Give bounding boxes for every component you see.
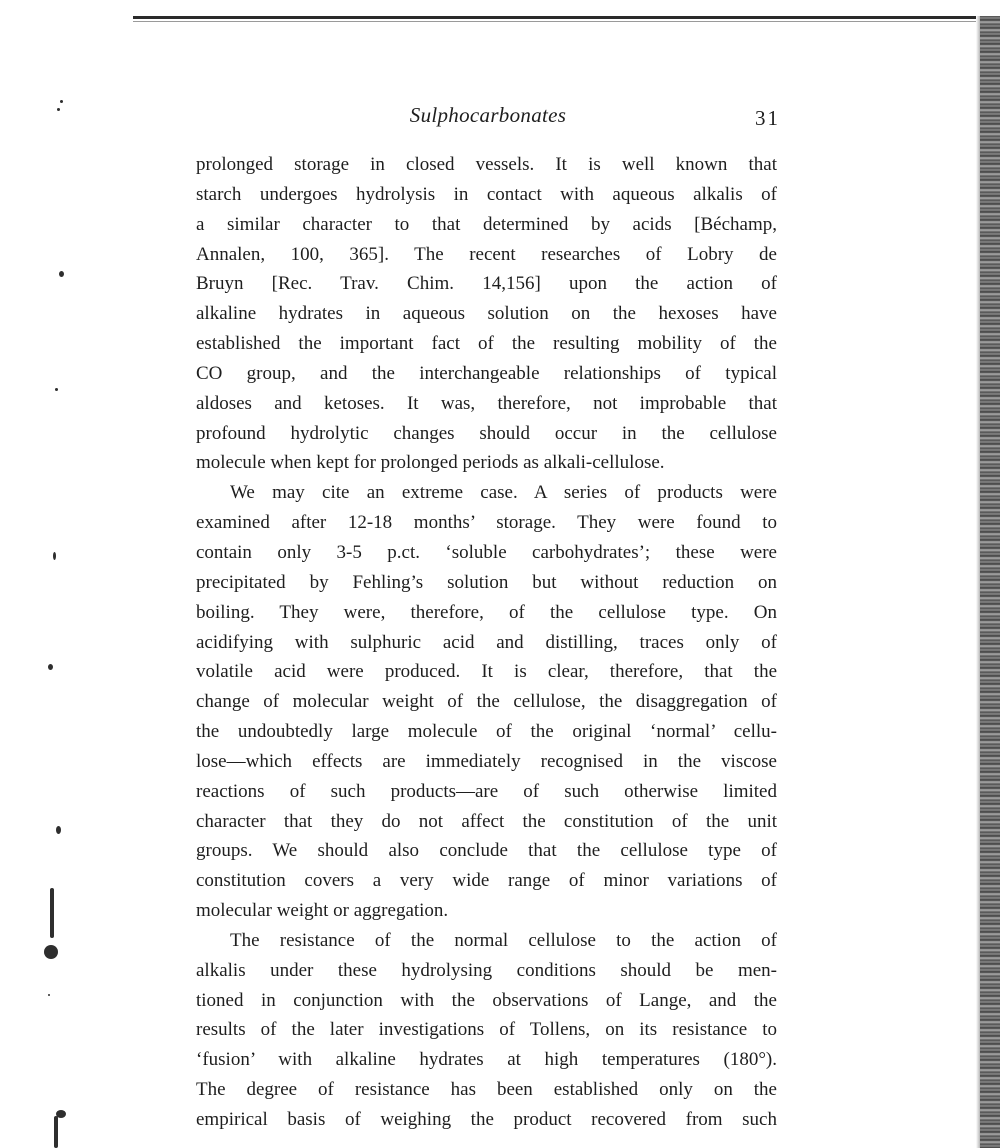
text-line: the undoubtedly large molecule of the original ‘normal’ cellu- <box>196 721 777 743</box>
text-line: precipitated by Fehling’s solution but without reduction on <box>196 571 777 593</box>
body-text <box>196 150 777 1135</box>
text-line: acidifying with sulphuric acid and distilling, traces only of <box>196 631 777 653</box>
text-line: change of molecular weight of the cellulose, the disaggregation of <box>196 691 777 713</box>
text-line: starch undergoes hydrolysis in contact with aqueous alkalis of <box>196 183 777 205</box>
text-line: The resistance of the normal cellulose to the action of <box>230 929 777 951</box>
text-line: We may cite an extreme case. A series of products were <box>230 482 777 504</box>
text-line: ‘fusion’ with alkaline hydrates at high temperatures (180°). <box>196 1049 777 1071</box>
margin-speck <box>44 945 58 959</box>
margin-speck <box>48 664 53 670</box>
margin-speck <box>48 994 50 996</box>
margin-speck <box>59 271 64 277</box>
text-line: prolonged storage in closed vessels. It is well known that <box>196 154 777 175</box>
margin-speck <box>55 388 58 391</box>
margin-speck <box>57 108 60 111</box>
text-line: molecular weight or aggregation. <box>196 900 449 922</box>
margin-speck <box>50 888 54 938</box>
text-line: CO group, and the interchangeable relationships of typical <box>196 362 777 384</box>
text-line: aldoses and ketoses. It was, therefore, not improbable that <box>196 392 777 414</box>
book-binding-edge <box>980 16 1000 1148</box>
text-line: alkalis under these hydrolysing conditions should be men- <box>196 959 777 981</box>
page-number: 31 <box>755 106 780 130</box>
text-line: boiling. They were, therefore, of the cellulose type. On <box>196 601 777 623</box>
text-line: tioned in conjunction with the observations of Lange, and the <box>196 989 777 1011</box>
page-top-rule-shadow <box>133 21 980 22</box>
text-line: profound hydrolytic changes should occur in the cellulose <box>196 422 777 444</box>
text-line: Bruyn [Rec. Trav. Chim. 14,156] upon the action of <box>196 273 777 295</box>
text-line: examined after 12-18 months’ storage. They were found to <box>196 512 777 534</box>
text-line: alkaline hydrates in aqueous solution on the hexoses have <box>196 303 777 325</box>
margin-speck <box>56 826 61 834</box>
margin-speck <box>54 1116 58 1148</box>
running-head <box>196 103 780 133</box>
text-line: contain only 3-5 p.ct. ‘soluble carbohydrates’; these were <box>196 541 777 563</box>
text-line: a similar character to that determined by acids [Béchamp, <box>196 213 777 235</box>
page-top-rule <box>133 16 980 19</box>
text-line: groups. We should also conclude that the cellulose type of <box>196 840 777 862</box>
text-line: constitution covers a very wide range of minor variations of <box>196 870 777 892</box>
text-line: molecule when kept for prolonged periods as alkali-cellulose. <box>196 452 665 474</box>
text-line: Annalen, 100, 365]. The recent researches of Lobry de <box>196 243 777 265</box>
text-line: volatile acid were produced. It is clear, therefore, that the <box>196 661 777 683</box>
text-line: character that they do not affect the constitution of the unit <box>196 810 777 832</box>
margin-speck <box>60 100 63 103</box>
text-line: reactions of such products—are of such otherwise limited <box>196 780 777 802</box>
text-line: results of the later investigations of Tollens, on its resistance to <box>196 1019 777 1041</box>
text-line: empirical basis of weighing the product recovered from such <box>196 1109 777 1130</box>
text-line: established the important fact of the resulting mobility of the <box>196 333 777 355</box>
text-line: The degree of resistance has been established only on the <box>196 1079 777 1101</box>
margin-speck <box>53 552 56 560</box>
running-title: Sulphocarbonates <box>409 103 567 127</box>
text-line: lose—which effects are immediately recognised in the viscose <box>196 750 777 772</box>
